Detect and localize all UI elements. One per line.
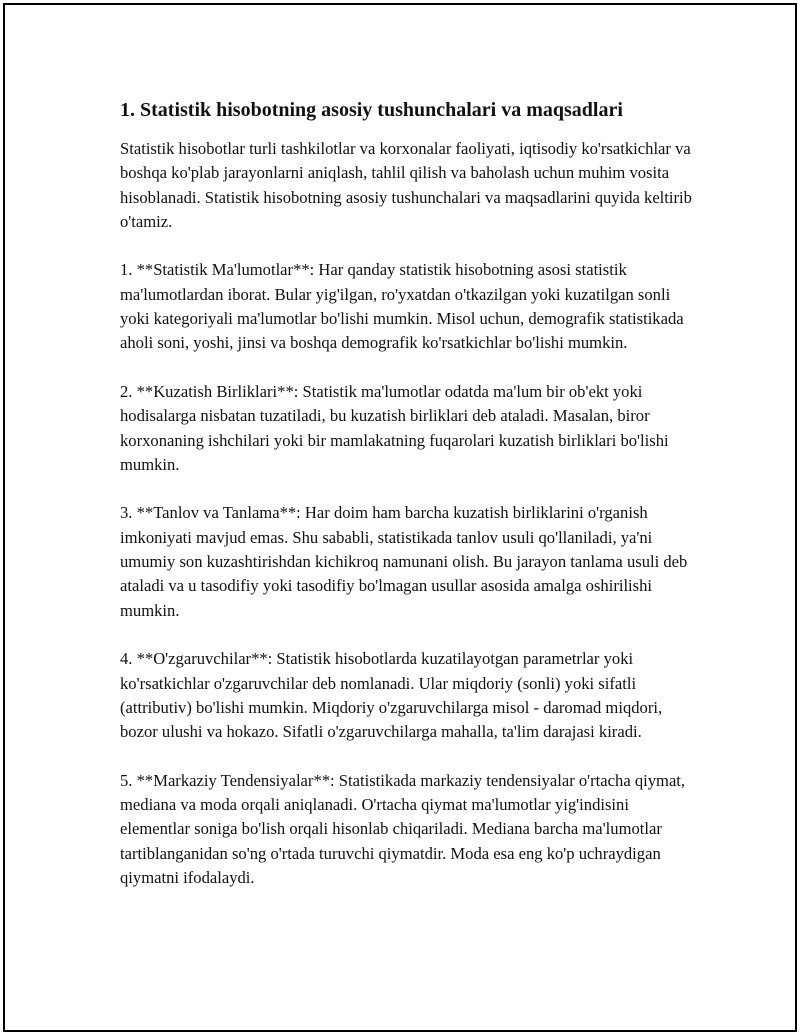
intro-paragraph: Statistik hisobotlar turli tashkilotlar va korxonalar faoliyati, iqtisodiy ko'rsatkichlar va boshqa ko'plab jarayonlarni aniqlash, tahlil qilish va baholash uchun muhim vosita hisoblanadi. Statistik hisobotning asosiy tushunchalari va maqsadlarini quyida keltirib o'tamiz.	[120, 139, 692, 231]
document-body	[120, 97, 700, 915]
paragraph-sampling: 3. **Tanlov va Tanlama**: Har doim ham barcha kuzatish birliklarini o'rganish imkoniyati mavjud emas. Shu sababli, statistikada tanlov usuli qo'llaniladi, ya'ni umumiy son kuzashtirishdan kichikroq namunani olish. Bu jarayon tanlama usuli deb ataladi va u tasodifiy yoki tasodifiy bo'lmagan usullar asosida amalga oshirilishi mumkin.	[120, 503, 688, 620]
paragraph-statistical-data: 1. **Statistik Ma'lumotlar**: Har qanday statistik hisobotning asosi statistik ma'lumotlardan iborat. Bular yig'ilgan, ro'yxatdan o'tkazilgan yoki kuzatilgan sonli yoki kategoriyali ma'lumotlar bo'lishi mumkin. Misol uchun, demografik statistikada aholi soni, yoshi, jinsi va boshqa demografik ko'rsatkichlar bo'lishi mumkin.	[120, 260, 684, 353]
page-title: 1. Statistik hisobotning asosiy tushunchalari va maqsadlari	[120, 99, 623, 121]
document-page	[3, 3, 797, 1032]
paragraph-observation-units: 2. **Kuzatish Birliklari**: Statistik ma'lumotlar odatda ma'lum bir ob'ekt yoki hodisalarga nisbatan tuzatiladi, bu kuzatish birliklari deb ataladi. Masalan, biror korxonaning ishchilari yoki bir mamlakatning fuqarolari kuzatish birliklari bo'lishi mumkin.	[120, 381, 669, 474]
paragraph-central-tendencies: 5. **Markaziy Tendensiyalar**: Statistikada markaziy tendensiyalar o'rtacha qiymat, mediana va moda orqali aniqlanadi. O'rtacha qiymat ma'lumotlar yig'indisini elementlar soniga bo'lish orqali hisonlab chiqariladi. Mediana barcha ma'lumotlar tartiblanganidan so'ng o'rtada turuvchi qiymatdir. Moda esa eng ko'p uchraydigan qiymatni ifodalaydi.	[120, 770, 686, 887]
paragraph-variables: 4. **O'zgaruvchilar**: Statistik hisobotlarda kuzatilayotgan parametrlar yoki ko'rsatkichlar o'zgaruvchilar deb nomlanadi. Ular miqdoriy (sonli) yoki sifatli (attributiv) bo'lishi mumkin. Miqdoriy o'zgaruvchilarga misol - daromad miqdori, bozor ulushi va hokazo. Sifatli o'zgaruvchilarga mahalla, ta'lim darajasi kiradi.	[120, 649, 663, 742]
